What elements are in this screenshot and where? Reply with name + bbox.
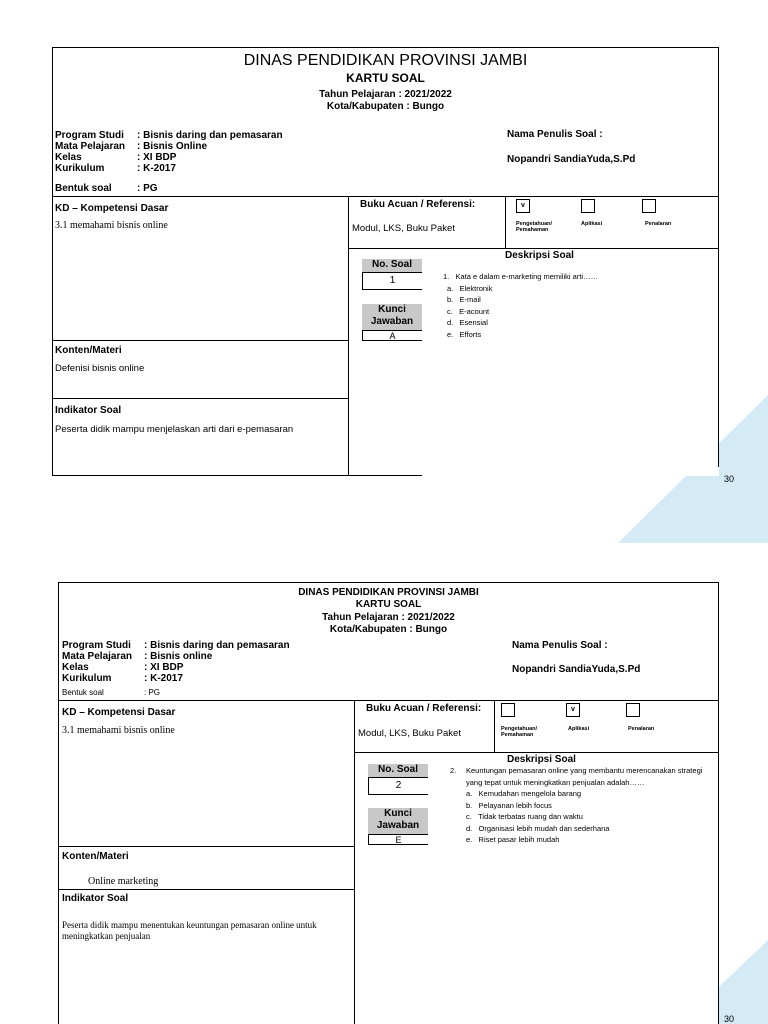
level-penalaran: Penalaran (628, 726, 655, 732)
card-title: DINAS PENDIDIKAN PROVINSI JAMBI (243, 52, 528, 69)
subject-label: Mata Pelajaran (62, 651, 133, 662)
konten-value: Online marketing (88, 876, 159, 887)
kunci-value: A (362, 330, 422, 341)
option: b. E-mail (447, 295, 481, 304)
option: e. Efforts (447, 329, 482, 339)
divider (494, 700, 495, 752)
card-info-table (55, 130, 283, 174)
type-value: : PG (144, 688, 161, 697)
divider (354, 752, 719, 753)
question-number: 1. (443, 272, 450, 281)
level-aplikasi: Aplikasi (568, 726, 590, 732)
divider (52, 196, 719, 197)
curriculum-label: Kurikulum (55, 163, 105, 174)
deskripsi-label: Deskripsi Soal (505, 250, 574, 261)
question-text (450, 765, 712, 788)
option: c. Tidak terbatas ruang dan waktu (466, 812, 583, 821)
class-label: Kelas (55, 152, 82, 163)
level-pengetahuan: Pengetahuan/ Pemahaman (516, 221, 553, 233)
checkbox-penalaran[interactable] (642, 199, 656, 213)
checkbox-aplikasi[interactable] (581, 199, 595, 213)
question-block (450, 765, 712, 846)
author-name: Nopandri SandiaYuda,S.Pd (512, 664, 641, 675)
divider (52, 340, 348, 341)
konten-value: Defenisi bisnis online (55, 363, 145, 374)
divider (58, 700, 719, 701)
city: Kota/Kabupaten : Bungo (329, 624, 448, 635)
author-label: Nama Penulis Soal : (512, 640, 608, 651)
indikator-label: Indikator Soal (62, 893, 129, 904)
author-name: Nopandri SandiaYuda,S.Pd (507, 154, 636, 165)
card-title: DINAS PENDIDIKAN PROVINSI JAMBI (298, 587, 479, 598)
curriculum-label: Kurikulum (62, 673, 112, 684)
konten-label: Konten/Materi (55, 345, 122, 356)
option: a. Kemudahan mengelola barang (466, 789, 582, 798)
option: e. Riset pasar lebih mudah (466, 835, 560, 844)
subject-value: : Bisnis Online (137, 141, 208, 152)
question-block (443, 271, 713, 340)
no-soal-label: No. Soal (368, 764, 428, 777)
kd-label: KD – Kompetensi Dasar (62, 707, 176, 718)
card-info-table (62, 640, 290, 684)
curriculum-value: : K-2017 (144, 673, 183, 684)
no-soal-value: 1 (362, 272, 422, 290)
checkbox-aplikasi[interactable]: v (566, 703, 580, 717)
kd-value: 3.1 memahami bisnis online (62, 725, 175, 736)
option: d. Organisasi lebih mudah dan sederhana (466, 823, 610, 833)
subject-label: Mata Pelajaran (55, 141, 126, 152)
question-stem: Kata e dalam e-marketing memiliki arti…… (455, 272, 599, 281)
level-pengetahuan: Pengetahuan/ Pemahaman (501, 726, 538, 738)
level-aplikasi: Aplikasi (581, 221, 603, 227)
program-value: : Bisnis daring dan pemasaran (137, 130, 283, 141)
kunci-label: Kunci Jawaban (368, 808, 428, 834)
program-label: Program Studi (55, 130, 124, 141)
question-text (443, 271, 713, 283)
page-number: 30 (724, 1014, 735, 1024)
buku-value: Modul, LKS, Buku Paket (358, 728, 461, 739)
option: a. Elektronik (447, 283, 493, 293)
type-value: : PG (137, 183, 158, 194)
indikator-value: Peserta didik mampu menjelaskan arti dari e-pemasaran (55, 424, 294, 435)
card-subtitle: KARTU SOAL (355, 599, 422, 610)
indikator-label: Indikator Soal (55, 405, 122, 416)
program-label: Program Studi (62, 640, 131, 651)
program-value: : Bisnis daring dan pemasaran (144, 640, 290, 651)
option: c. E-acount (447, 306, 490, 316)
divider (58, 889, 354, 890)
konten-label: Konten/Materi (62, 851, 129, 862)
kd-label: KD – Kompetensi Dasar (55, 203, 169, 214)
page-number: 30 (724, 474, 735, 484)
option: d. Esensial (447, 318, 488, 327)
class-value: : XI BDP (137, 152, 177, 163)
class-value: : XI BDP (144, 662, 184, 673)
checkbox-pengetahuan[interactable]: v (516, 199, 530, 213)
buku-label: Buku Acuan / Referensi: (360, 199, 476, 210)
divider (505, 196, 506, 248)
subject-value: : Bisnis online (144, 651, 213, 662)
indikator-value: Peserta didik mampu menentukan keuntungan pemasaran online untuk meningkatkan penjualan (62, 920, 317, 941)
school-year: Tahun Pelajaran : 2021/2022 (319, 89, 452, 100)
school-year: Tahun Pelajaran : 2021/2022 (322, 612, 455, 623)
card-subtitle: KARTU SOAL (346, 71, 425, 85)
level-penalaran: Penalaran (645, 221, 672, 227)
checkbox-penalaran[interactable] (626, 703, 640, 717)
city: Kota/Kabupaten : Bungo (326, 101, 445, 112)
kunci-value: E (368, 834, 428, 845)
option: b. Pelayanan lebih focus (466, 800, 552, 810)
buku-value: Modul, LKS, Buku Paket (352, 223, 455, 234)
author-label: Nama Penulis Soal : (507, 129, 603, 140)
checkbox-pengetahuan[interactable] (501, 703, 515, 717)
type-label: Bentuk soal (55, 183, 112, 194)
divider (52, 398, 348, 399)
deskripsi-label: Deskripsi Soal (507, 754, 576, 765)
curriculum-value: : K-2017 (137, 163, 176, 174)
divider (354, 700, 355, 1024)
divider (58, 846, 354, 847)
type-label: Bentuk soal (62, 688, 104, 697)
class-label: Kelas (62, 662, 89, 673)
buku-label: Buku Acuan / Referensi: (366, 703, 482, 714)
question-type (55, 183, 158, 194)
no-soal-label: No. Soal (362, 259, 422, 272)
divider (348, 196, 349, 475)
no-soal-value: 2 (368, 777, 428, 795)
kunci-label: Kunci Jawaban (362, 304, 422, 330)
kd-value: 3.1 memahami bisnis online (55, 220, 168, 231)
question-stem: Keuntungan pemasaran online yang membantu merencanakan strategi yang tepat untuk meningkatkan penjualan adalah…… (466, 766, 703, 787)
question-type (62, 688, 160, 697)
question-number: 2. (450, 766, 457, 775)
card-border (52, 475, 422, 476)
divider (348, 248, 719, 249)
